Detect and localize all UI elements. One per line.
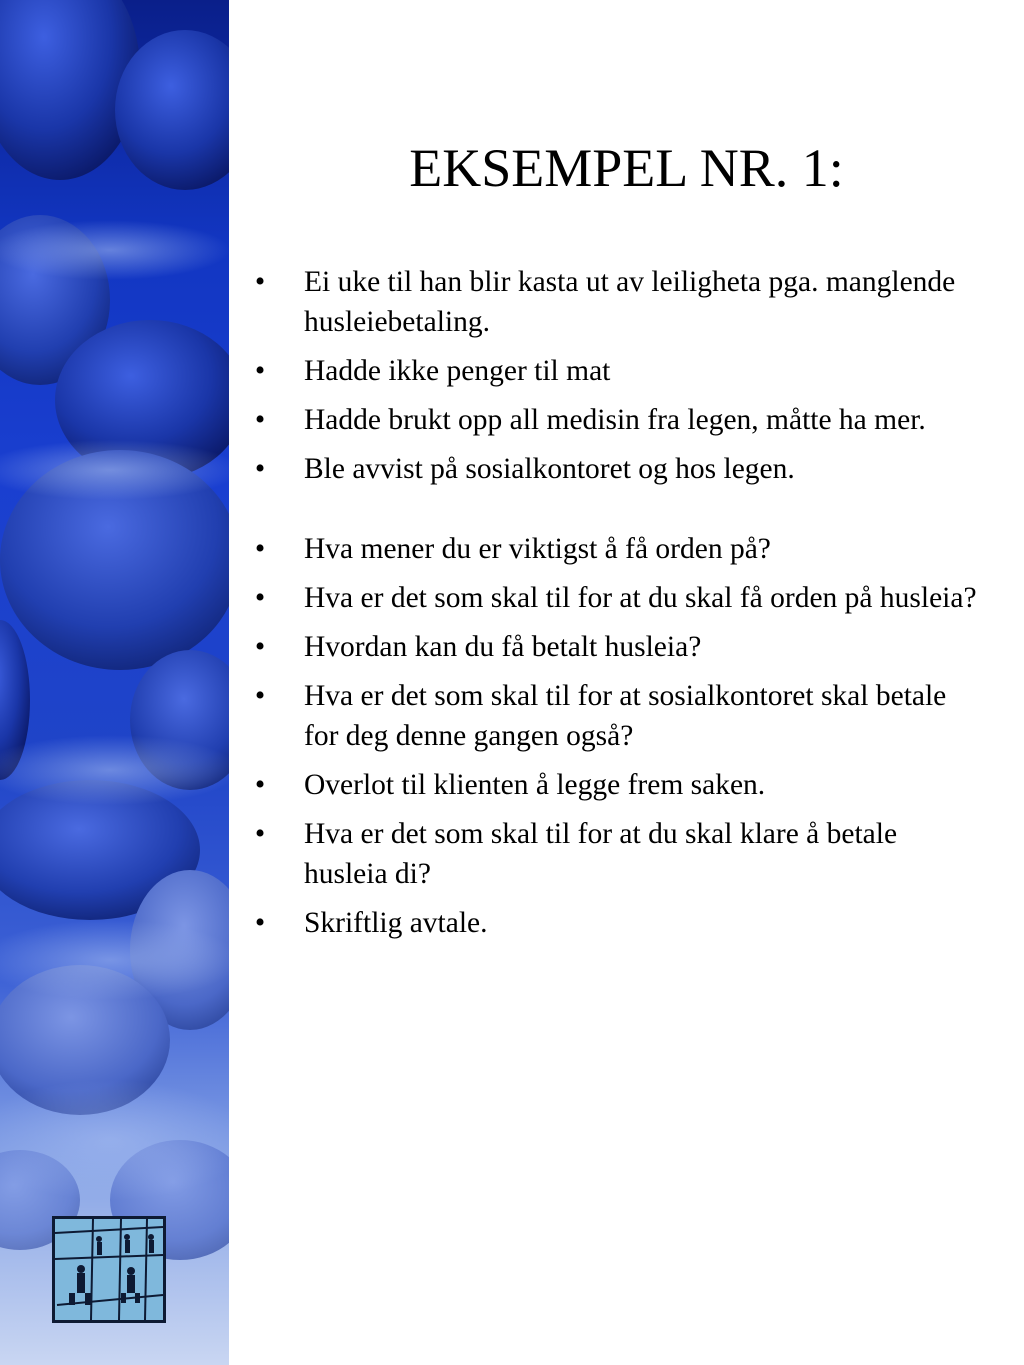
- bullet-symbol: •: [254, 769, 266, 801]
- bullet-item: [250, 529, 980, 569]
- bullet-item: [250, 903, 980, 943]
- bullet-item: [250, 262, 980, 342]
- bullet-text: Hadde ikke penger til mat: [304, 355, 611, 387]
- decorative-stone-panel: [0, 0, 229, 1365]
- bullet-text: Hva er det som skal til for at du skal klare å betale husleia di?: [304, 818, 898, 890]
- bullet-text: Hva er det som skal til for at du skal få orden på husleia?: [304, 582, 977, 614]
- bullet-text: Hadde brukt opp all medisin fra legen, måtte ha mer.: [304, 404, 926, 436]
- bullet-text: Hva mener du er viktigst å få orden på?: [304, 533, 771, 565]
- mist-band: [0, 220, 229, 280]
- slide-title: EKSEMPEL NR. 1:: [409, 138, 844, 198]
- bullet-item: [250, 814, 980, 894]
- mist-band: [0, 920, 229, 1000]
- bullet-item: [250, 627, 980, 667]
- bullet-symbol: •: [254, 631, 266, 663]
- bullet-symbol: •: [254, 453, 266, 485]
- mist-band: [0, 735, 229, 805]
- bullet-text: Ble avvist på sosialkontoret og hos legen.: [304, 453, 795, 485]
- bullet-symbol: •: [254, 582, 266, 614]
- bullet-text: Ei uke til han blir kasta ut av leiligheta pga. manglende husleiebetaling.: [304, 266, 956, 338]
- bullet-item: [250, 351, 980, 391]
- bullet-symbol: •: [254, 680, 266, 712]
- bullet-symbol: •: [254, 404, 266, 436]
- rock-carving-logo: [52, 1216, 166, 1323]
- bullet-symbol: •: [254, 818, 266, 850]
- mist-band: [0, 1080, 229, 1200]
- bullet-text: Skriftlig avtale.: [304, 907, 488, 939]
- bullet-list: [250, 262, 980, 952]
- bullet-item: [250, 449, 980, 489]
- mist-band: [0, 440, 229, 500]
- bullet-symbol: •: [254, 907, 266, 939]
- bullet-item: [250, 765, 980, 805]
- bullet-text: Overlot til klienten å legge frem saken.: [304, 769, 766, 801]
- bullet-item: [250, 676, 980, 756]
- bullet-item: [250, 400, 980, 440]
- bullet-symbol: •: [254, 355, 266, 387]
- bullet-item: [250, 578, 980, 618]
- bullet-symbol: •: [254, 266, 266, 298]
- bullet-symbol: •: [254, 533, 266, 565]
- stones-illustration: [0, 0, 229, 1365]
- bullet-text: Hva er det som skal til for at sosialkontoret skal betale for deg denne gangen også?: [304, 680, 947, 752]
- bullet-text: Hvordan kan du få betalt husleia?: [304, 631, 702, 663]
- rock-carving-figures-icon: [55, 1219, 163, 1320]
